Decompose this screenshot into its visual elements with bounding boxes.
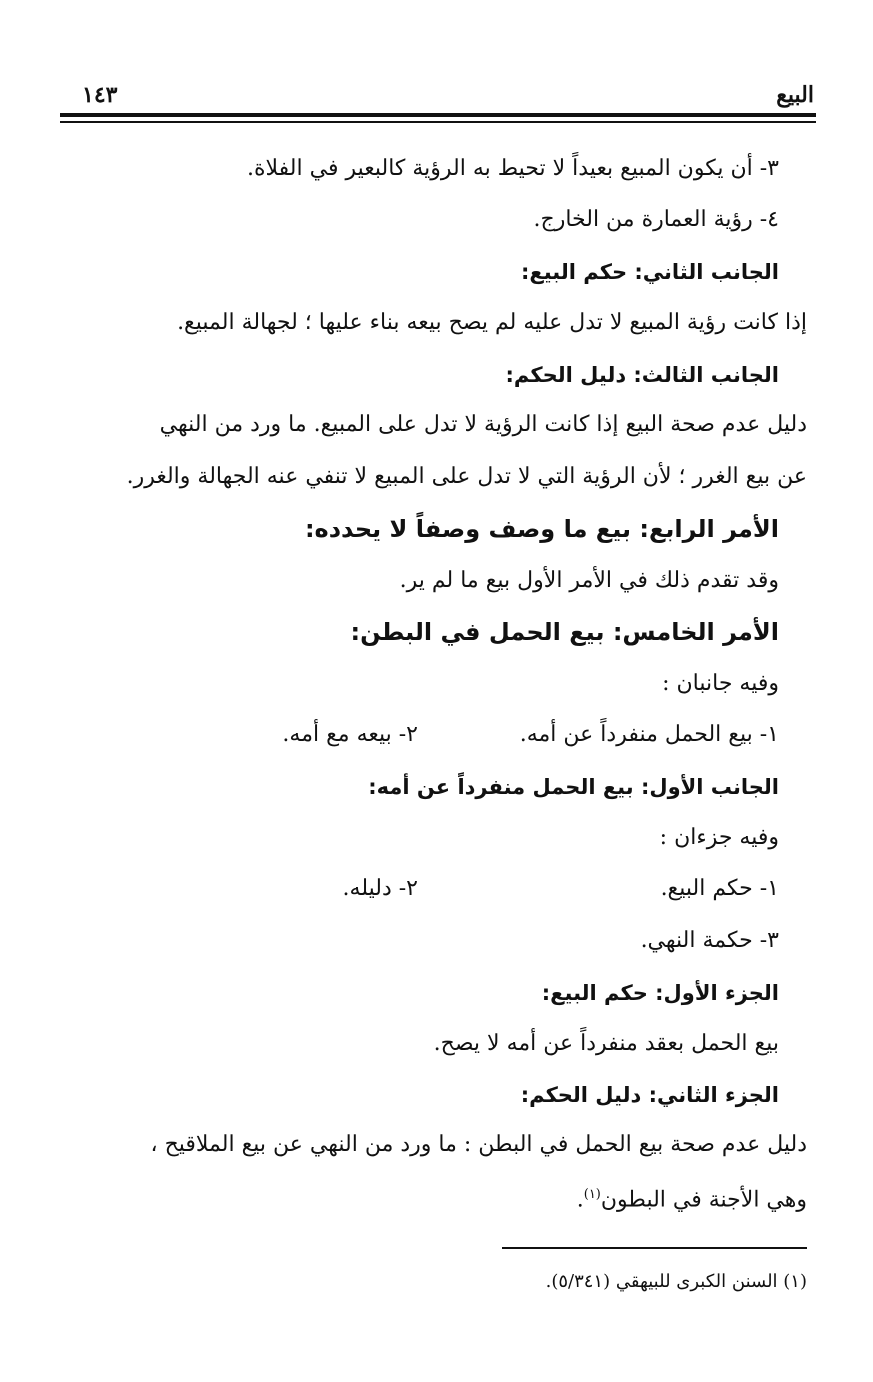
chapter-title: البيع [776,82,814,108]
paragraph-line: وفيه جزءان : [659,825,779,850]
footnote-rule [502,1247,807,1249]
footnote-marker: (١) [583,1187,601,1202]
paragraph-line: وقد تقدم ذلك في الأمر الأول بيع ما لم ير. [399,568,779,593]
section-heading: الجانب الثالث: دليل الحكم: [505,363,779,387]
paragraph-line: دليل عدم صحة بيع الحمل في البطن : ما ورد من النهي عن بيع الملاقيح ، [150,1132,807,1157]
list-item: ١- بيع الحمل منفرداً عن أمه. [519,722,779,747]
list-item: ١- حكم البيع. [660,876,779,901]
section-heading: الجانب الثاني: حكم البيع: [520,260,779,284]
list-item: ٤- رؤية العمارة من الخارج. [533,207,779,232]
paragraph-line [577,1180,807,1215]
section-heading: الجانب الأول: بيع الحمل منفرداً عن أمه: [368,775,779,799]
header-rule-thick [60,113,816,117]
paragraph-line: دليل عدم صحة البيع إذا كانت الرؤية لا تدل على المبيع. ما ورد من النهي [159,412,807,437]
list-item: ٢- بيعه مع أمه. [282,722,418,747]
section-heading: الأمر الرابع: بيع ما وصف وصفاً لا يحدده: [304,515,779,543]
paragraph-line: وفيه جانبان : [662,671,779,696]
paragraph-line: عن بيع الغرر ؛ لأن الرؤية التي لا تدل على المبيع لا تنفي عنه الجهالة والغرر. [126,464,807,489]
list-item: ٣- حكمة النهي. [640,928,779,953]
section-heading: الجزء الأول: حكم البيع: [541,981,779,1005]
paragraph-line: بيع الحمل بعقد منفرداً عن أمه لا يصح. [433,1031,779,1056]
running-header [60,78,816,114]
header-rule-thin [60,121,816,123]
paragraph-text: وهي الأجنة في البطون [600,1187,807,1213]
paragraph-line: إذا كانت رؤية المبيع لا تدل عليه لم يصح بيعه بناء عليها ؛ لجهالة المبيع. [177,310,807,335]
sentence-end: . [576,1187,584,1213]
list-item: ٢- دليله. [342,876,418,901]
section-heading: الجزء الثاني: دليل الحكم: [520,1083,779,1107]
list-item: ٣- أن يكون المبيع بعيداً لا تحيط به الرؤية كالبعير في الفلاة. [247,156,779,181]
footnote: (١) السنن الكبرى للبيهقي (٥/٣٤١). [545,1271,807,1292]
section-heading: الأمر الخامس: بيع الحمل في البطن: [350,618,779,646]
page-number: ١٤٣ [82,82,118,108]
